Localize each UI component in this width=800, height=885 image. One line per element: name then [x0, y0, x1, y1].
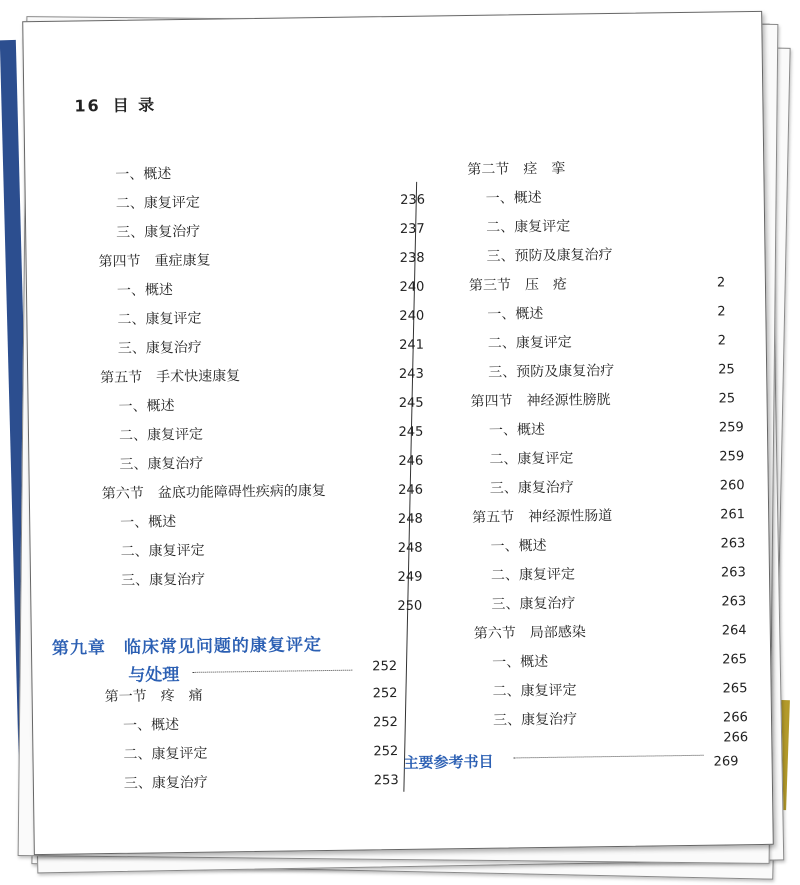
toc-item-row: [46, 215, 425, 249]
toc-entry-text: 二、康复评定: [489, 450, 574, 468]
toc-item-row: [49, 418, 424, 452]
toc-item-row: [49, 447, 424, 481]
toc-page-number: 237: [399, 221, 425, 237]
toc-page-number: 263: [720, 565, 746, 581]
toc-page-number: 2: [717, 333, 727, 349]
toc-page-number: 250: [397, 598, 423, 615]
toc-item-row: [419, 442, 759, 476]
toc-item-row: [422, 674, 762, 708]
toc-entry-text: 二、康复评定: [118, 426, 204, 444]
toc-section-row: [417, 268, 757, 302]
toc-entry-text: 三、预防及康复治疗: [488, 362, 615, 381]
dot-leader: [514, 755, 704, 759]
toc-item-row: [48, 331, 425, 365]
toc-page-number: 2: [716, 275, 726, 291]
toc-page-number: 240: [399, 279, 425, 295]
toc-item-row: [417, 297, 757, 331]
toc-section-row: [420, 500, 760, 534]
toc-page-number: 265: [722, 681, 748, 697]
toc-entry-text: 二、康复评定: [117, 310, 202, 328]
toc-entry-text: 二、康复评定: [487, 334, 572, 352]
toc-page-number: 25: [718, 391, 736, 407]
toc-page-number: 259: [718, 420, 744, 436]
toc-page-number: 246: [398, 482, 424, 499]
page-title: 目 录: [112, 95, 157, 115]
toc-item-row: [418, 326, 758, 360]
toc-entry-text: 二、康复评定: [123, 745, 208, 763]
toc-page-number: 245: [398, 424, 424, 440]
toc-entry-text: 第四节 重症康复: [98, 252, 211, 271]
toc-page-number: 2: [717, 304, 726, 320]
toc-entry-text: 第六节 局部感染: [473, 624, 586, 642]
toc-page-number: 246: [398, 453, 424, 469]
toc-entry-text: 一、概述: [120, 514, 177, 531]
toc-entry-text: 第四节 神经源性膀胱: [470, 392, 611, 410]
toc-section-row: [52, 679, 398, 713]
toc-page-number: 252: [372, 686, 398, 702]
toc-entry-text: 一、概述: [488, 421, 546, 439]
references-row: [403, 730, 763, 773]
toc-left-column: [45, 157, 426, 800]
toc-item-row: [421, 587, 761, 621]
toc-entry-text: 一、概述: [490, 537, 547, 555]
toc-page-number: 249: [397, 569, 423, 586]
toc-page-number: 241: [399, 337, 425, 353]
toc-entry-text: 三、康复治疗: [489, 479, 574, 497]
toc-item-row: [54, 766, 399, 800]
toc-page-number: 252: [373, 744, 399, 760]
toc-item-row: [50, 534, 423, 568]
toc-entry-text: 一、概述: [115, 166, 172, 183]
toc-page-number: 236: [400, 192, 426, 208]
toc-item-row: [416, 210, 756, 244]
toc-item-row: [47, 273, 425, 307]
toc-entry-text: 第五节 神经源性肠道: [472, 508, 613, 526]
toc-entry-text: 一、概述: [122, 717, 180, 734]
toc-page-number: 264: [721, 623, 747, 639]
toc-entry-text: 第六节 盆底功能障碍性疾病的康复: [101, 483, 326, 503]
toc-item-row: [47, 302, 425, 336]
toc-page-number: 263: [720, 536, 746, 552]
page-number: 16: [74, 96, 101, 116]
toc-entry-text: 三、康复治疗: [116, 223, 201, 241]
chapter-title-line1: 第九章 临床常见问题的康复评定: [51, 635, 323, 659]
toc-item-row: [422, 645, 762, 679]
toc-page-number: 266: [723, 730, 749, 746]
toc-entry-text: 二、康复评定: [492, 682, 577, 700]
toc-page-number: 238: [399, 250, 425, 266]
page-header: [74, 92, 156, 116]
toc-entry-text: 二、康复评定: [486, 218, 571, 236]
toc-item-row: [416, 181, 756, 215]
toc-item-row: [420, 471, 760, 505]
toc-entry-text: 第一节 疼 痛: [104, 687, 203, 706]
toc-entry-text: 三、康复治疗: [123, 774, 208, 792]
toc-page-number: 252: [372, 715, 398, 731]
toc-entry-text: 三、康复治疗: [119, 455, 204, 473]
toc-entry-text: 第五节 手术快速康复: [100, 368, 241, 387]
toc-page-number: 265: [722, 652, 748, 668]
toc-entry-text: 一、概述: [492, 653, 549, 671]
toc-entry-text: 三、康复治疗: [491, 595, 576, 613]
toc-section-row: [50, 476, 424, 510]
toc-item-row: [50, 505, 423, 539]
toc-page-number: 245: [398, 395, 424, 411]
toc-page-number: 260: [719, 478, 745, 494]
toc-item-row: [51, 592, 423, 626]
toc-page-number: 243: [398, 366, 424, 382]
toc-item-row: [53, 737, 399, 771]
toc-item-row: [45, 157, 385, 191]
toc-page-number: 259: [719, 449, 745, 465]
toc-entry-text: 一、概述: [118, 398, 175, 415]
toc-entry-text: 第二节 痉 挛: [467, 160, 566, 179]
toc-page-number: 266: [722, 710, 748, 726]
references-page-number: 269: [713, 754, 739, 770]
toc-item-row: [421, 558, 761, 592]
toc-item-row: [46, 186, 426, 220]
toc-entry-text: 二、康复评定: [120, 542, 205, 560]
toc-entry-text: 二、康复评定: [115, 194, 200, 212]
toc-entry-text: 三、康复治疗: [120, 571, 206, 589]
toc-item-row: [419, 413, 759, 447]
toc-page-number: 240: [399, 308, 425, 324]
toc-section-row: [46, 244, 425, 278]
toc-page-number: 25: [718, 362, 735, 378]
chapter-heading: [51, 621, 398, 686]
toc-entry-text: 一、概述: [116, 282, 174, 299]
dot-leader: [192, 660, 352, 673]
toc-section-row: [415, 152, 755, 186]
toc-page-number: 248: [397, 540, 423, 557]
toc-item-row: [420, 529, 760, 563]
toc-item-row: [53, 708, 398, 742]
toc-page-number: 261: [720, 507, 746, 523]
toc-entry-text: 三、康复治疗: [492, 711, 578, 729]
toc-entry-text: 一、概述: [487, 305, 544, 323]
references-label: 主要参考书目: [403, 752, 494, 772]
toc-page-number: 263: [721, 594, 747, 610]
toc-page-number: 248: [397, 511, 423, 528]
toc-section-row: [418, 384, 758, 418]
toc-entry-text: 三、康复治疗: [117, 339, 202, 357]
toc-entry-text: 第三节 压 疮: [468, 276, 568, 294]
toc-item-row: [423, 703, 763, 737]
toc-entry-text: 一、概述: [485, 189, 542, 207]
toc-item-row: [51, 563, 423, 597]
toc-page: [22, 11, 774, 855]
toc-entry-text: 二、康复评定: [490, 566, 576, 584]
toc-page-number: 253: [373, 773, 399, 789]
chapter-title-line2: 与处理: [128, 665, 180, 686]
chapter-page-number: 252: [372, 659, 398, 675]
toc-item-row: [48, 389, 424, 423]
toc-section-row: [48, 360, 424, 394]
toc-section-row: [422, 616, 762, 650]
toc-item-row: [416, 239, 756, 273]
toc-item-row: [418, 355, 758, 389]
toc-entry-text: 三、预防及康复治疗: [486, 246, 613, 265]
